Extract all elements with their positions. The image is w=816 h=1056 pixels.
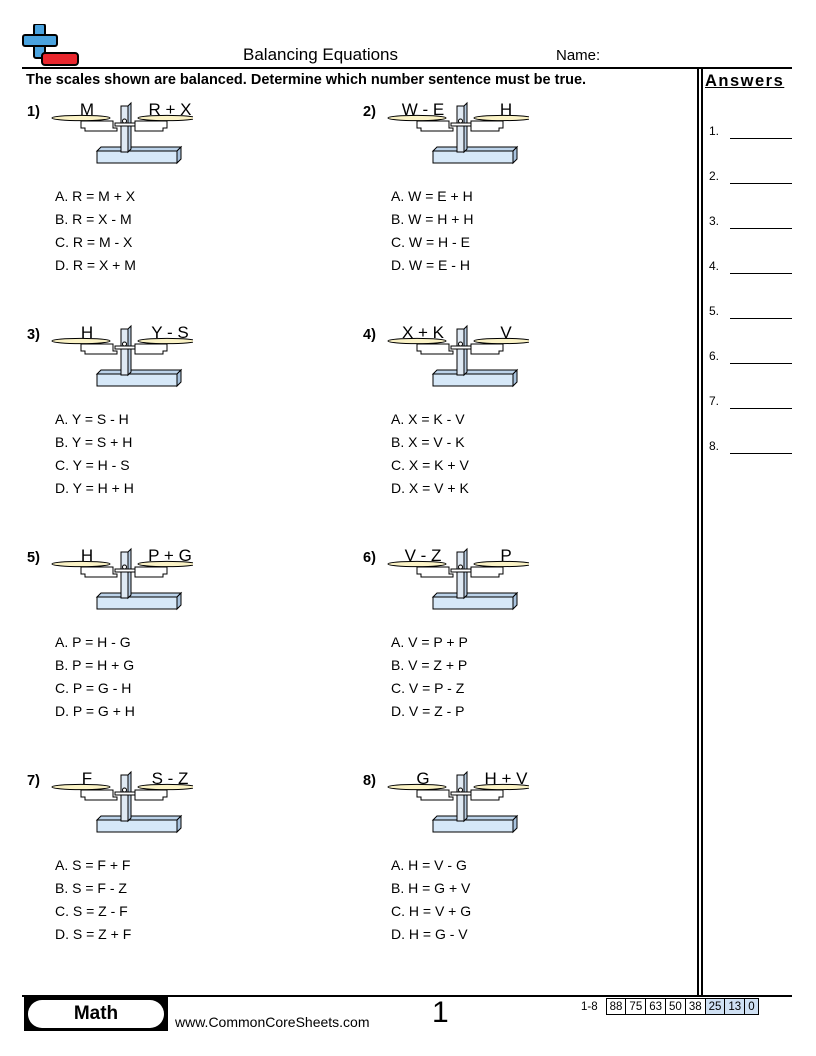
answer-number: 2. bbox=[709, 169, 720, 183]
score-cell: 88 bbox=[606, 999, 626, 1015]
logo-icon bbox=[22, 24, 80, 68]
score-cell: 25 bbox=[705, 999, 725, 1015]
right-pan-label: P bbox=[500, 546, 512, 565]
answer-number: 5. bbox=[709, 304, 720, 318]
right-pan-label: Y - S bbox=[151, 323, 189, 342]
score-cell: 50 bbox=[666, 999, 686, 1015]
problem-number: 7) bbox=[27, 773, 40, 789]
problem-3 bbox=[27, 324, 327, 524]
choice-option[interactable]: D. X = V + K bbox=[391, 480, 469, 496]
right-pan-label: H + V bbox=[484, 769, 528, 788]
problem-number: 6) bbox=[363, 550, 376, 566]
left-pan-label: H bbox=[80, 323, 94, 342]
answer-blank[interactable] bbox=[730, 183, 792, 184]
right-pan-label: S - Z bbox=[151, 769, 189, 788]
score-cell: 38 bbox=[685, 999, 705, 1015]
choice-option[interactable]: B. W = H + H bbox=[391, 211, 474, 227]
choice-option[interactable]: D. W = E - H bbox=[391, 257, 470, 273]
answer-row bbox=[709, 214, 793, 232]
problem-7 bbox=[27, 770, 327, 970]
choice-option[interactable]: B. V = Z + P bbox=[391, 657, 468, 673]
name-label: Name: bbox=[556, 47, 601, 64]
right-pan-label: P + G bbox=[148, 546, 192, 565]
choice-option[interactable]: D. V = Z - P bbox=[391, 703, 465, 719]
answer-blank[interactable] bbox=[730, 273, 792, 274]
left-pan-label: M bbox=[79, 100, 95, 119]
score-cell: 0 bbox=[745, 999, 758, 1015]
choice-option[interactable]: B. P = H + G bbox=[55, 657, 135, 673]
answer-number: 1. bbox=[709, 124, 720, 138]
answer-blank[interactable] bbox=[730, 408, 792, 409]
problem-number: 8) bbox=[363, 773, 376, 789]
choice-option[interactable]: A. X = K - V bbox=[391, 411, 465, 427]
problem-6 bbox=[363, 547, 663, 747]
choice-option[interactable]: C. Y = H - S bbox=[55, 457, 130, 473]
left-pan-label: H bbox=[80, 546, 94, 565]
website-link[interactable]: www.CommonCoreSheets.com bbox=[175, 1014, 370, 1030]
answer-row bbox=[709, 124, 793, 142]
answer-blank[interactable] bbox=[730, 138, 792, 139]
answer-number: 3. bbox=[709, 214, 720, 228]
answer-column-divider bbox=[697, 67, 699, 995]
choice-option[interactable]: D. P = G + H bbox=[55, 703, 135, 719]
answer-row bbox=[709, 259, 793, 277]
score-table bbox=[578, 998, 759, 1015]
choice-option[interactable]: A. Y = S - H bbox=[55, 411, 129, 427]
left-pan-label: X + K bbox=[401, 323, 445, 342]
answer-number: 4. bbox=[709, 259, 720, 273]
choice-option[interactable]: A. R = M + X bbox=[55, 188, 136, 204]
problem-8 bbox=[363, 770, 663, 970]
answer-number: 6. bbox=[709, 349, 720, 363]
choice-option[interactable]: C. P = G - H bbox=[55, 680, 132, 696]
choice-option[interactable]: D. H = G - V bbox=[391, 926, 468, 942]
answers-title: Answers bbox=[705, 72, 785, 90]
choice-option[interactable]: B. X = V - K bbox=[391, 434, 465, 450]
answer-choices bbox=[55, 854, 131, 946]
choice-option[interactable]: C. S = Z - F bbox=[55, 903, 128, 919]
choice-option[interactable]: B. R = X - M bbox=[55, 211, 132, 227]
problem-number: 3) bbox=[27, 327, 40, 343]
choice-option[interactable]: C. V = P - Z bbox=[391, 680, 465, 696]
choice-option[interactable]: C. H = V + G bbox=[391, 903, 472, 919]
choice-option[interactable]: D. R = X + M bbox=[55, 257, 136, 273]
right-pan-label: V bbox=[500, 323, 512, 342]
answer-number: 8. bbox=[709, 439, 720, 453]
choice-option[interactable]: A. P = H - G bbox=[55, 634, 131, 650]
score-cell: 13 bbox=[725, 999, 745, 1015]
choice-option[interactable]: D. Y = H + H bbox=[55, 480, 134, 496]
answer-choices bbox=[55, 185, 136, 277]
problem-number: 4) bbox=[363, 327, 376, 343]
answer-choices bbox=[55, 408, 134, 500]
choice-option[interactable]: D. S = Z + F bbox=[55, 926, 132, 942]
choice-option[interactable]: C. R = M - X bbox=[55, 234, 133, 250]
answer-choices bbox=[55, 631, 135, 723]
problem-5 bbox=[27, 547, 327, 747]
problem-number: 1) bbox=[27, 104, 40, 120]
answer-blank[interactable] bbox=[730, 228, 792, 229]
answer-blank[interactable] bbox=[730, 318, 792, 319]
choice-option[interactable]: B. Y = S + H bbox=[55, 434, 133, 450]
answer-column-divider bbox=[701, 67, 703, 995]
answer-choices bbox=[391, 631, 468, 723]
left-pan-label: V - Z bbox=[404, 546, 442, 565]
problem-2 bbox=[363, 101, 663, 301]
left-pan-label: G bbox=[416, 769, 430, 788]
choice-option[interactable]: A. H = V - G bbox=[391, 857, 467, 873]
right-pan-label: H bbox=[499, 100, 513, 119]
left-pan-label: W - E bbox=[401, 100, 445, 119]
choice-option[interactable]: B. H = G + V bbox=[391, 880, 471, 896]
problem-number: 5) bbox=[27, 550, 40, 566]
answer-blank[interactable] bbox=[730, 363, 792, 364]
score-cell: 63 bbox=[646, 999, 666, 1015]
choice-option[interactable]: C. W = H - E bbox=[391, 234, 470, 250]
answer-row bbox=[709, 394, 793, 412]
choice-option[interactable]: A. V = P + P bbox=[391, 634, 468, 650]
page-title: Balancing Equations bbox=[243, 45, 399, 64]
problem-1 bbox=[27, 101, 327, 301]
right-pan-label: R + X bbox=[148, 100, 192, 119]
problem-4 bbox=[363, 324, 663, 524]
header-rule bbox=[22, 67, 792, 69]
choice-option[interactable]: A. S = F + F bbox=[55, 857, 131, 873]
answer-row bbox=[709, 169, 793, 187]
page-number: 1 bbox=[432, 996, 449, 1029]
left-pan-label: F bbox=[81, 769, 93, 788]
answer-choices bbox=[391, 854, 471, 946]
choice-option[interactable]: C. X = K + V bbox=[391, 457, 469, 473]
answer-choices bbox=[391, 408, 469, 500]
subject-label: Math bbox=[28, 1000, 164, 1028]
answer-row bbox=[709, 439, 793, 457]
answer-choices bbox=[391, 185, 473, 277]
answer-number: 7. bbox=[709, 394, 720, 408]
answer-row bbox=[709, 349, 793, 367]
score-range: 1-8 bbox=[581, 1000, 598, 1013]
answer-row bbox=[709, 304, 793, 322]
problem-number: 2) bbox=[363, 104, 376, 120]
answer-blank[interactable] bbox=[730, 453, 792, 454]
instructions: The scales shown are balanced. Determine which number sentence must be true. bbox=[26, 72, 587, 88]
choice-option[interactable]: A. W = E + H bbox=[391, 188, 473, 204]
choice-option[interactable]: B. S = F - Z bbox=[55, 880, 127, 896]
score-cell: 75 bbox=[626, 999, 646, 1015]
